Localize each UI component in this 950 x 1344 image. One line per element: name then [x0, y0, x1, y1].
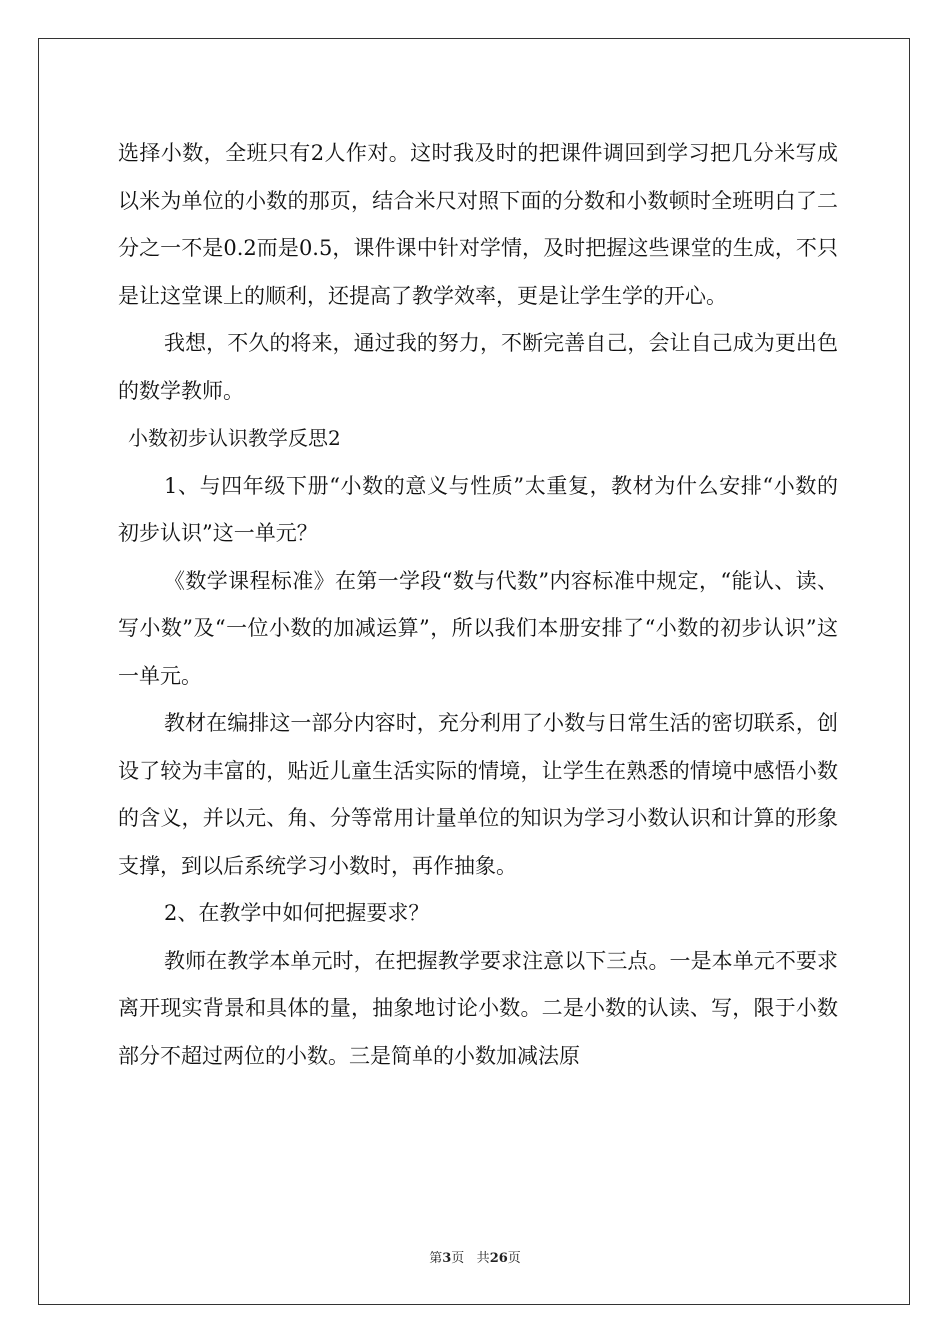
document-body	[118, 130, 838, 1080]
paragraph-textbook: 教材在编排这一部分内容时，充分利用了小数与日常生活的密切联系，创设了较为丰富的，贴近儿童生活实际的情境，让学生在熟悉的情境中感悟小数的含义，并以元、角、分等常用计量单位的知识为学习小数认识和计算的形象支撑，到以后系统学习小数时，再作抽象。	[118, 711, 838, 878]
paragraph-requirements: 教师在教学本单元时，在把握教学要求注意以下三点。一是本单元不要求离开现实背景和具体的量，抽象地讨论小数。二是小数的认读、写，限于小数部分不超过两位的小数。三是简单的小数加减法原	[118, 948, 838, 1068]
total-page-count: 26	[489, 1251, 508, 1266]
footer-total-unit: 页	[507, 1251, 521, 1266]
question-2: 2、在教学中如何把握要求？	[164, 901, 430, 925]
footer-page-unit: 页	[451, 1251, 465, 1266]
current-page-number: 3	[442, 1251, 452, 1266]
question-1: 1、与四年级下册“小数的意义与性质”太重复，教材为什么安排“小数的初步认识”这一单元？	[118, 473, 838, 545]
paragraph-conclusion: 我想，不久的将来，通过我的努力，不断完善自己，会让自己成为更出色的数学教师。	[118, 331, 838, 403]
page-footer	[0, 1247, 950, 1266]
footer-prefix: 第	[429, 1251, 443, 1266]
footer-total-prefix: 共	[476, 1251, 490, 1266]
paragraph-continued: 选择小数，全班只有2人作对。这时我及时的把课件调回到学习把几分米写成以米为单位的小数的那页，结合米尺对照下面的分数和小数顿时全班明白了二分之一不是0.2而是0.5，课件课中针对学情，及时把握这些课堂的生成，不只是让这堂课上的顺利，还提高了教学效率，更是让学生学的开心。	[118, 141, 838, 308]
section-heading: 小数初步认识教学反思2	[128, 426, 341, 450]
paragraph-standard: 《数学课程标准》在第一学段“数与代数”内容标准中规定，“能认、读、写小数”及“一位小数的加减运算”，所以我们本册安排了“小数的初步认识”这一单元。	[118, 568, 838, 688]
